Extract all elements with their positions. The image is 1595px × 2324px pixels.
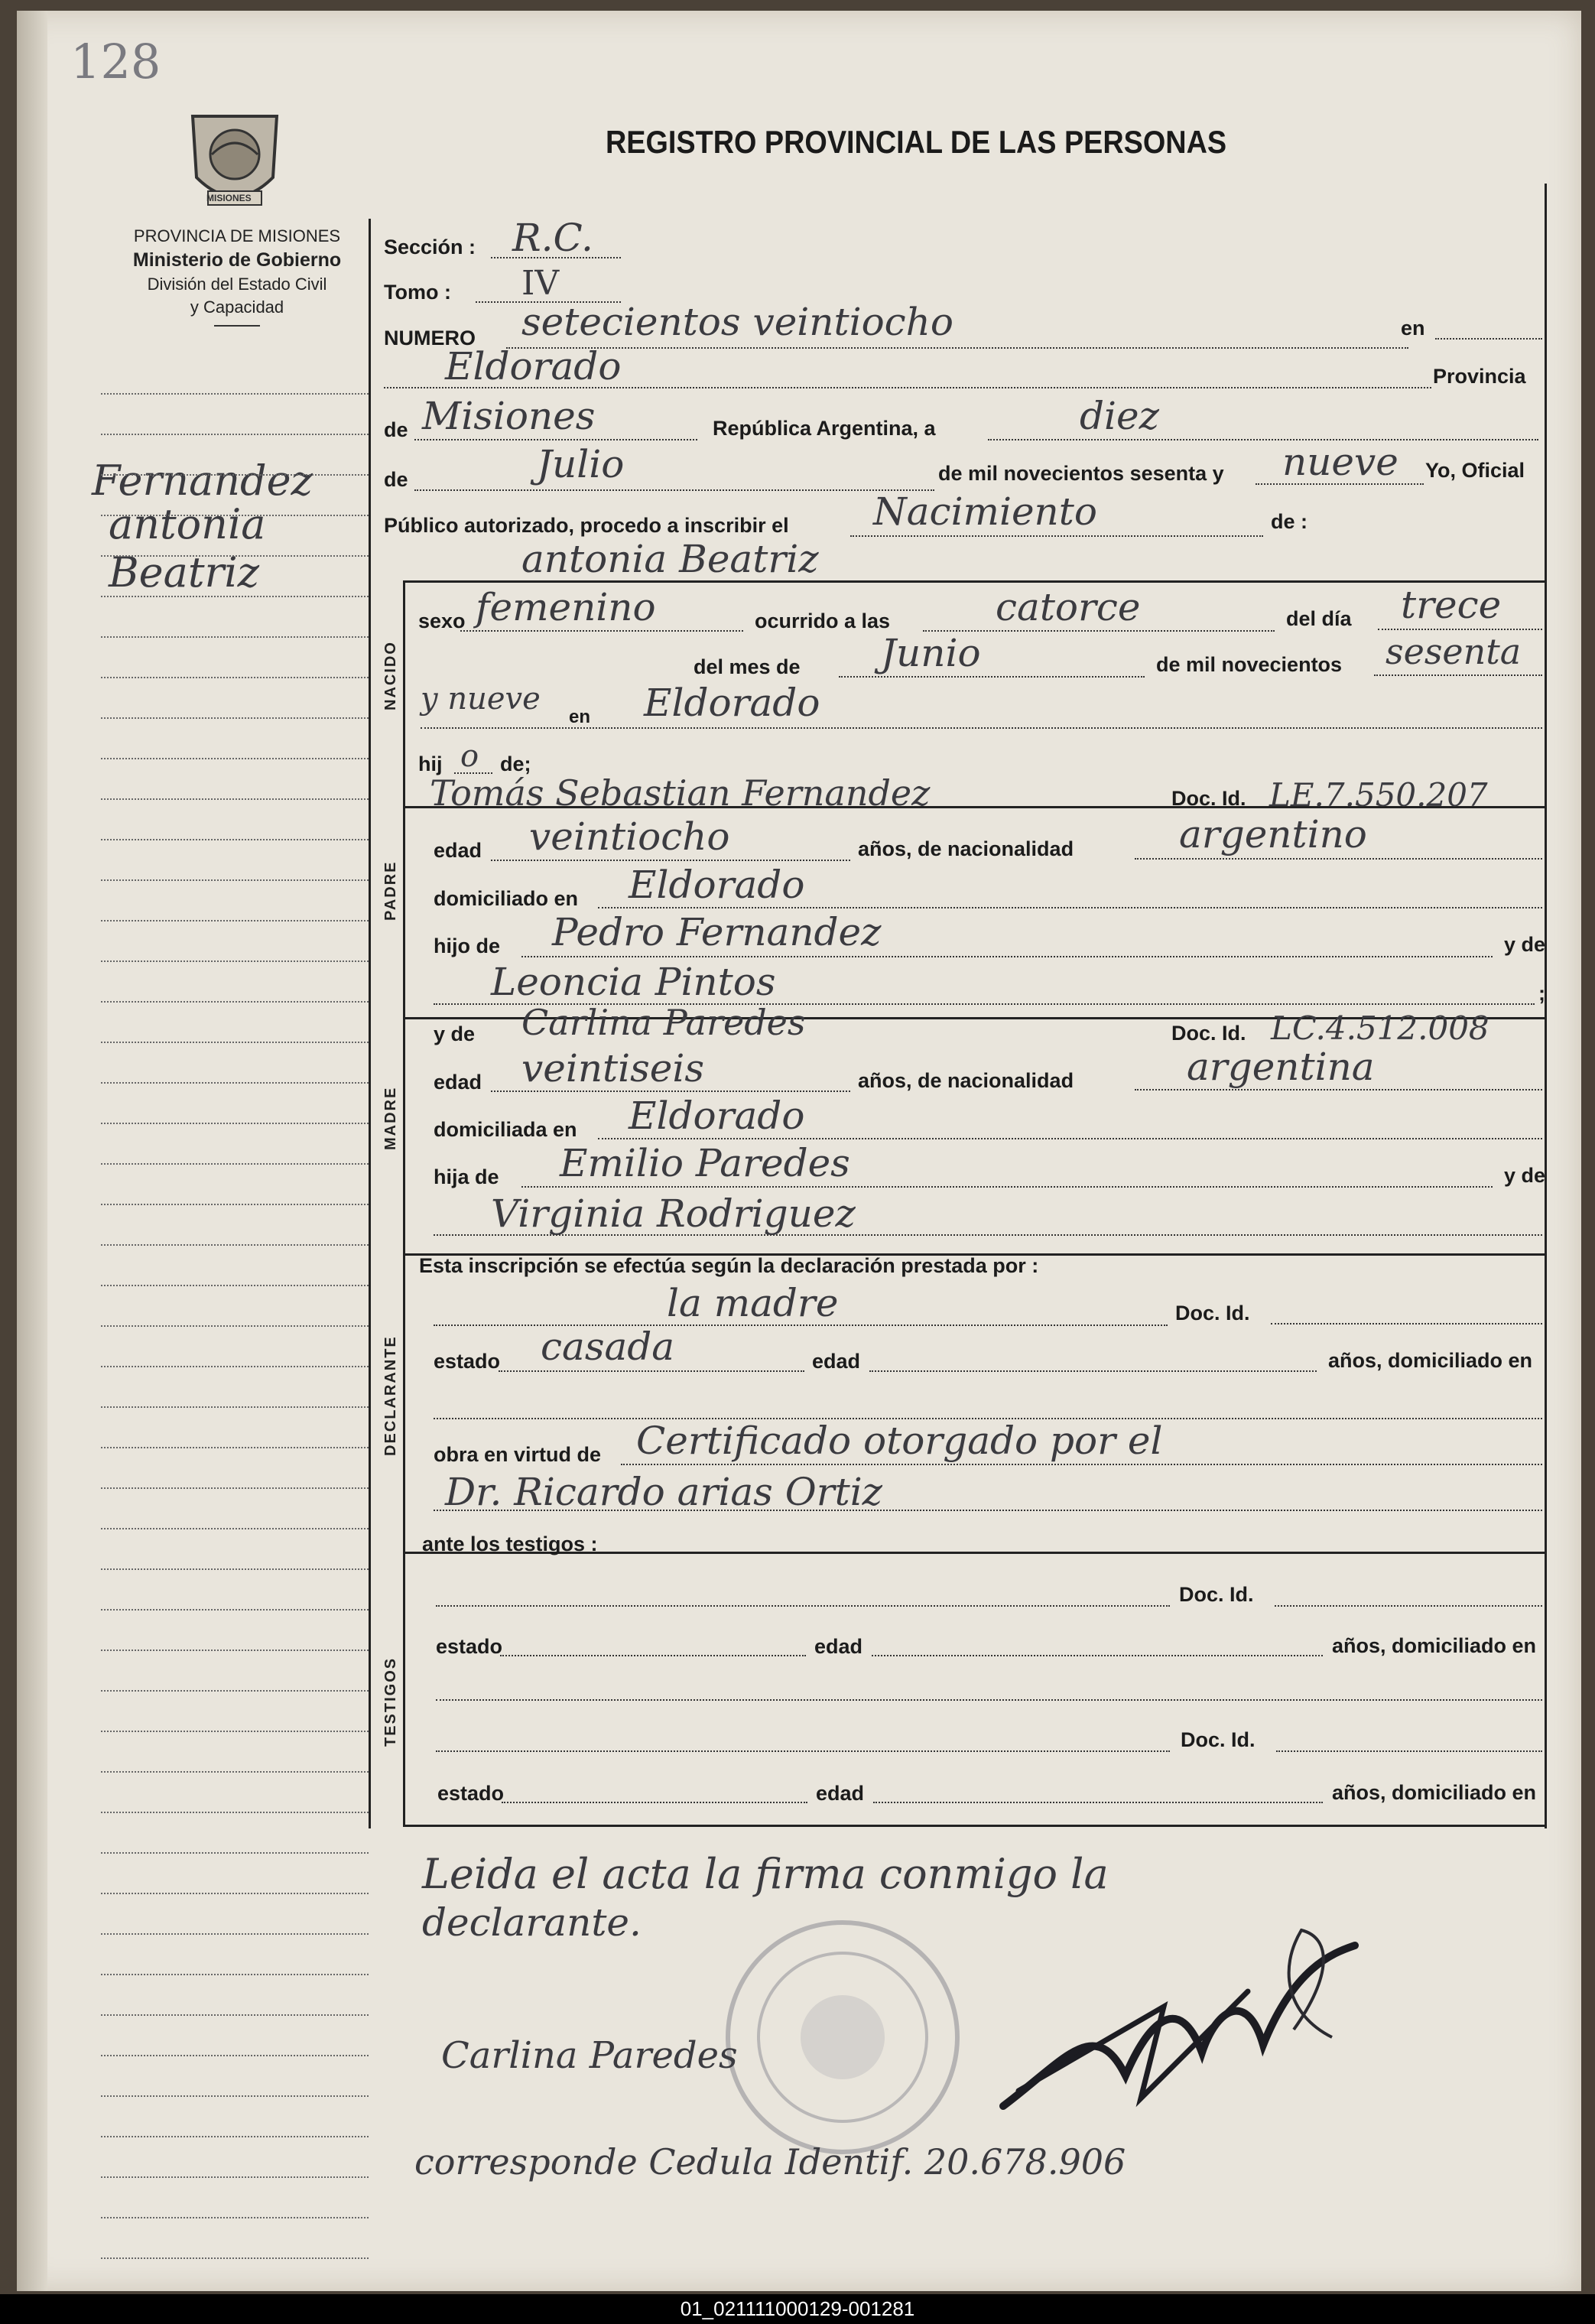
book-spine [17,11,47,2291]
margin-ruled-line [101,1447,369,1448]
side-label-madre: MADRE [382,1086,399,1150]
value-dia-nac: trece [1401,583,1502,627]
label-declarante-edad: edad [812,1350,861,1373]
label-en-lugar: en [569,707,591,727]
seal-label: MISIONES [206,193,252,203]
margin-ruled-line [101,1974,369,1975]
margin-ruled-line [101,1528,369,1529]
margin-ruled-line [101,879,369,881]
field-dia-nac-line [1378,629,1542,630]
value-obra-b: Dr. Ricardo arias Ortiz [445,1470,883,1514]
margin-ruled-line [101,1406,369,1408]
field-padre-edad-line [491,860,850,861]
value-hora: catorce [996,585,1141,629]
label-madre-nac: años, de nacionalidad [858,1069,1074,1092]
value-mes: Julio [537,442,625,486]
value-padre-dom: Eldorado [629,863,805,907]
field-dia-line [988,439,1538,440]
label-seccion: Sección : [384,236,476,258]
value-madre-madre: Virginia Rodriguez [491,1191,856,1236]
frame-left [369,219,371,1828]
closing-line-1: Leida el acta la firma conmigo la [422,1850,1109,1898]
value-tomo: IV [521,264,560,303]
org-line-division: División del Estado Civil [147,275,327,294]
margin-ruled-line [101,2257,369,2259]
official-stamp-icon [705,1907,980,2167]
label-en: en [1401,317,1425,340]
margin-ruled-line [101,1123,369,1124]
side-label-nacido: NACIDO [382,641,399,710]
label-mil-novecientos: de mil novecientos [1156,653,1343,676]
official-signature-icon [973,1923,1370,2129]
value-anio-nac-a: sesenta [1385,631,1522,672]
margin-ruled-line [101,1082,369,1084]
field-testigo2-estado-line [502,1802,807,1803]
value-madre-dom: Eldorado [629,1094,805,1138]
margin-ruled-line [101,2176,369,2178]
side-label-declarante: DECLARANTE [382,1335,399,1456]
org-line-province: PROVINCIA DE MISIONES [133,226,341,245]
label-testigo2-edad: edad [816,1782,865,1805]
label-declarante-doc: Doc. Id. [1175,1302,1250,1325]
label-padre-nac: años, de nacionalidad [858,837,1074,860]
frame-right [1545,184,1547,1828]
value-mes-nac: Junio [881,631,981,675]
field-madre-nac-line [1135,1089,1542,1090]
value-padre-madre: Leoncia Pintos [491,960,776,1004]
label-padre-y-de: y de [1504,933,1546,956]
field-testigo2-line [436,1750,1170,1752]
side-label-testigos: TESTIGOS [382,1656,399,1747]
label-madre-doc: Doc. Id. [1171,1022,1246,1045]
section-divider [403,580,405,1825]
value-numero: setecientos veintiocho [521,300,953,344]
field-testigo1-estado-line [500,1655,806,1656]
label-testigo1-anos-dom: años, domiciliado en [1332,1634,1537,1657]
field-acto-line [850,535,1263,537]
label-de-colon: de : [1271,510,1308,533]
label-provincia: Provincia [1433,365,1526,388]
declarant-signature: Carlina Paredes [441,2034,738,2077]
label-obra: obra en virtud de [434,1443,602,1466]
margin-ruled-line [101,1731,369,1732]
margin-ruled-line [101,515,369,516]
label-numero: NUMERO [384,327,476,349]
value-anio-nac-b: y nueve [421,681,541,717]
field-madre-dom-line [598,1138,1542,1139]
margin-ruled-line [101,393,369,395]
value-padre-nac: argentino [1179,812,1367,856]
margin-ruled-line [101,636,369,638]
label-sexo: sexo [418,609,466,632]
field-lugar-line [421,727,1542,729]
value-obra-a: Certificado otorgado por el [636,1419,1163,1463]
org-line-capacity: y Capacidad [190,297,284,317]
label-padre-dom: domiciliado en [434,887,579,910]
label-republica: República Argentina, a [713,417,936,440]
value-lugar-nac: Eldorado [644,681,820,725]
label-testigo2-doc: Doc. Id. [1181,1728,1256,1751]
org-line-ministry: Ministerio de Gobierno [132,249,342,271]
label-testigo2-estado: estado [437,1782,505,1805]
margin-ruled-line [101,717,369,719]
label-testigo1-estado: estado [436,1635,503,1658]
closing-final-line: corresponde Cedula Identif. 20.678.906 [414,2141,1126,2183]
field-declarante-estado-line [499,1370,804,1372]
field-madre-padre-line [521,1186,1493,1188]
margin-ruled-line [101,2217,369,2218]
value-declarante: la madre [667,1281,839,1325]
value-hij-suffix: o [460,739,479,774]
field-padre-dom-line [598,907,1542,908]
margin-name-1: antonia [109,500,266,548]
margin-ruled-line [101,1204,369,1205]
label-padre-doc: Doc. Id. [1171,787,1246,810]
label-tomo: Tomo : [384,281,451,304]
label-de-provincia: de [384,418,408,441]
value-seccion: R.C. [512,216,593,260]
margin-ruled-line [101,920,369,921]
value-dia: diez [1080,394,1159,438]
margin-ruled-line [101,1244,369,1246]
field-mes-line [414,489,934,491]
label-del-dia: del día [1286,607,1352,630]
margin-ruled-line [101,960,369,962]
value-padre-doc: LE.7.550.207 [1269,776,1488,814]
margin-ruled-line [101,2014,369,2016]
margin-ruled-line [101,1690,369,1692]
label-ocurrido: ocurrido a las [755,609,891,632]
label-publico: Público autorizado, procedo a inscribir el [384,514,789,537]
label-madre-y-de: y de [434,1022,476,1045]
label-yo-oficial: Yo, Oficial [1425,459,1525,482]
label-hijo-de: hijo de [434,934,500,957]
field-anio-nac-line [1374,674,1542,676]
field-provincia-line [414,439,697,440]
margin-ruled-line [101,1771,369,1773]
page-title: REGISTRO PROVINCIAL DE LAS PERSONAS [606,124,1227,160]
value-provincia: Misiones [422,394,596,438]
label-ante-testigos: ante los testigos : [422,1533,598,1555]
field-declarante-edad-line [869,1370,1317,1372]
page-number: 128 [70,34,161,89]
value-localidad: Eldorado [445,344,622,388]
value-madre-nombre: Carlina Paredes [521,1002,806,1043]
field-testigo2-edad-line [873,1802,1323,1803]
value-anio: nueve [1282,440,1398,484]
margin-ruled-line [101,1366,369,1367]
label-testigo1-edad: edad [814,1635,863,1658]
margin-ruled-line [101,434,369,435]
margin-ruled-line [101,1163,369,1165]
field-testigo1-line [436,1605,1170,1607]
margin-ruled-line [101,1325,369,1327]
label-declarante-anos-dom: años, domiciliado en [1328,1349,1533,1372]
label-declarante-estado: estado [434,1350,501,1373]
value-padre-nombre: Tomás Sebastian Fernandez [430,772,931,814]
label-hij: hij [418,752,443,775]
field-testigo1-dom-line [436,1699,1542,1701]
margin-ruled-line [101,1487,369,1489]
field-sexo-line [460,630,743,632]
field-obra-line [621,1464,1542,1465]
margin-ruled-line [101,1285,369,1286]
margin-ruled-line [101,1609,369,1611]
label-madre-dom: domiciliada en [434,1118,577,1141]
label-testigo1-doc: Doc. Id. [1179,1583,1254,1606]
field-numero-line [506,347,1408,349]
label-testigo2-anos-dom: años, domiciliado en [1332,1781,1537,1804]
margin-ruled-line [101,1893,369,1894]
margin-ruled-line [101,2095,369,2097]
field-padre-nac-line [1135,858,1542,860]
value-acto: Nacimiento [873,489,1097,534]
document-page [17,11,1581,2291]
closing-line-2: declarante. [422,1900,642,1945]
margin-ruled-line [101,1042,369,1043]
org-block [84,226,390,327]
field-testigo2-doc-line [1276,1750,1542,1752]
margin-surname: Fernandez [92,457,313,505]
label-madre-edad: edad [434,1071,482,1094]
margin-ruled-line [101,839,369,840]
label-de-mes: de [384,468,408,491]
label-de-semi: de; [500,752,531,775]
margin-ruled-line [101,1650,369,1651]
value-madre-edad: veintiseis [521,1046,705,1090]
field-padre-padre-line [521,956,1493,957]
margin-ruled-line [101,474,369,476]
divider-bottom [403,1825,1545,1827]
value-sexo: femenino [476,585,656,629]
side-label-padre: PADRE [382,860,399,921]
margin-ruled-line [101,1852,369,1854]
field-testigo1-edad-line [872,1655,1323,1656]
margin-name-2: Beatriz [109,548,260,596]
label-del-mes: del mes de [694,655,801,678]
label-mil-sesenta: de mil novecientos sesenta y [938,462,1224,485]
label-padre-edad: edad [434,839,482,862]
margin-ruled-line [101,2055,369,2056]
margin-ruled-line [101,1568,369,1570]
field-en-line [1435,338,1542,340]
label-madre-y-de: y de [1504,1164,1546,1187]
margin-ruled-line [101,596,369,597]
margin-ruled-line [101,798,369,800]
field-declarante-doc-line [1271,1323,1542,1325]
footer-label: 01_021111000129-001281 [0,2294,1595,2324]
value-padre-edad: veintiocho [529,814,730,859]
label-hija-de: hija de [434,1165,499,1188]
label-semicolon: ; [1538,982,1545,1005]
margin-ruled-line [101,677,369,678]
margin-ruled-line [101,758,369,759]
value-madre-doc: LC.4.512.008 [1271,1009,1489,1047]
field-madre-edad-line [491,1090,850,1092]
margin-ruled-line [101,555,369,557]
margin-ruled-line [101,1001,369,1003]
value-madre-padre: Emilio Paredes [560,1141,850,1185]
field-mes-nac-line [839,676,1145,678]
province-seal-icon [177,101,292,223]
field-testigo1-doc-line [1275,1605,1542,1607]
margin-ruled-line [101,1812,369,1813]
value-declarante-estado: casada [541,1325,675,1369]
margin-ruled-line [101,2136,369,2137]
label-esta-inscripcion: Esta inscripción se efectúa según la declaración prestada por : [419,1254,1039,1277]
value-madre-nac: argentina [1187,1045,1375,1089]
value-padre-padre: Pedro Fernandez [552,910,882,954]
value-nombre: antonia Beatriz [521,537,819,581]
margin-ruled-line [101,1933,369,1935]
